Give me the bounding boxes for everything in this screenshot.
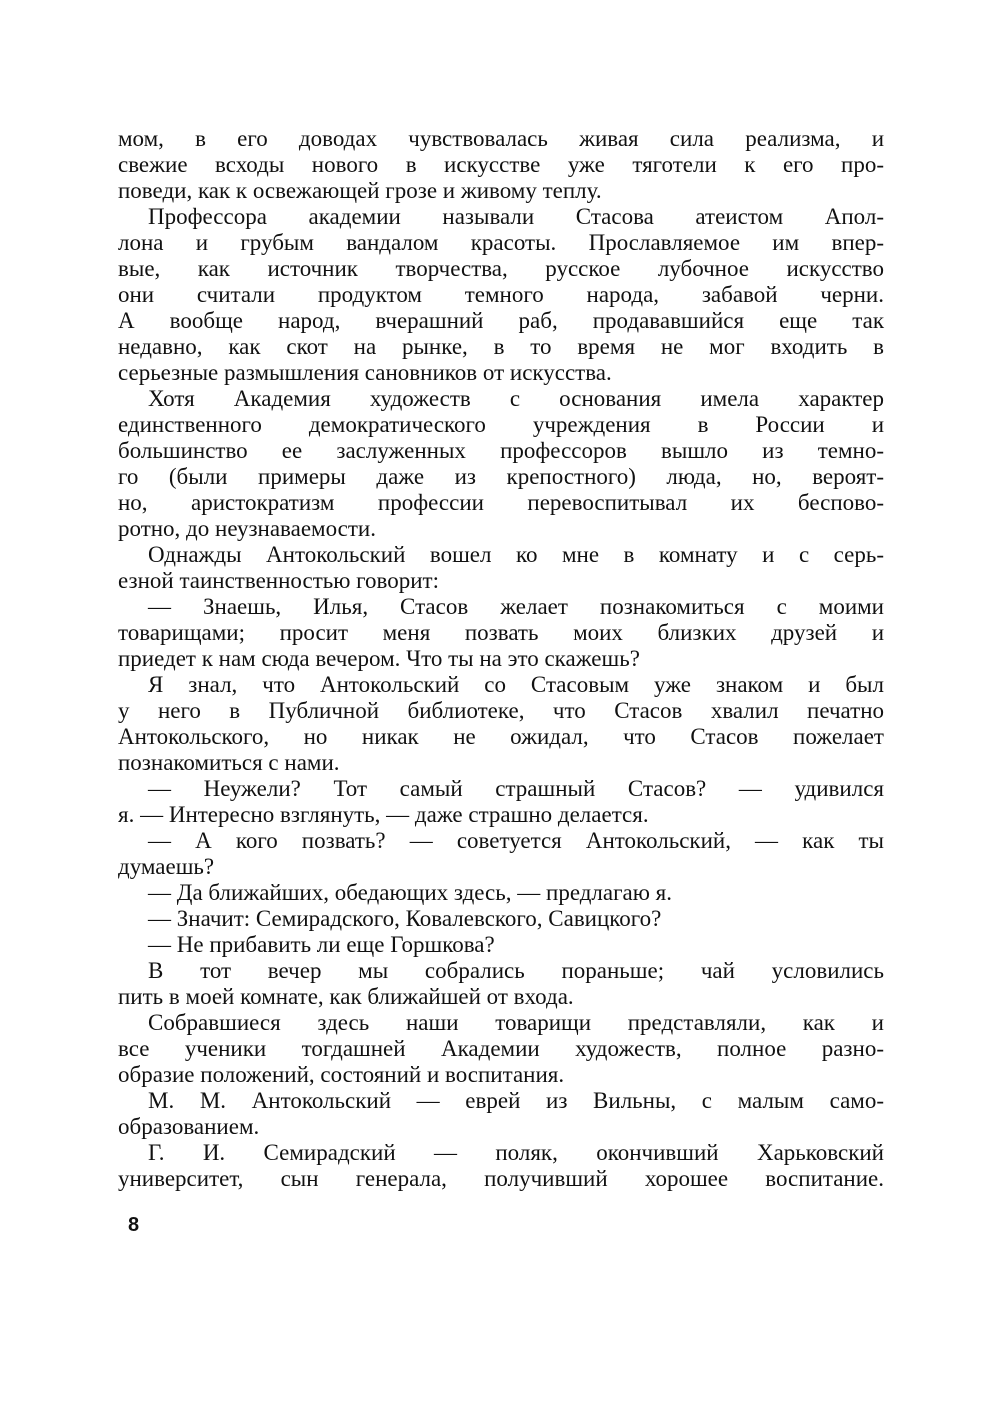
text-line: образие положений, состояний и воспитания.	[118, 1062, 565, 1087]
text-line: лона и грубым вандалом красоты. Прославляемое им впер-	[118, 230, 884, 255]
text-line: Собравшиеся здесь наши товарищи представляли, как и	[148, 1010, 884, 1035]
text-line: но, аристократизм профессии перевоспитывал их беспово-	[118, 490, 884, 515]
text-line: думаешь?	[118, 854, 215, 879]
text-line: Антокольского, но никак не ожидал, что Стасов пожелает	[118, 724, 884, 749]
text-line: все ученики тогдашней Академии художеств, полное разно-	[118, 1036, 884, 1061]
text-line: Хотя Академия художеств с основания имела характер	[148, 386, 884, 411]
text-line: я. — Интересно взглянуть, — даже страшно делается.	[118, 802, 649, 827]
text-line: у него в Публичной библиотеке, что Стасов хвалил печатно	[118, 698, 884, 723]
text-line: вые, как источник творчества, русское лубочное искусство	[118, 256, 884, 281]
text-line: — Знаешь, Илья, Стасов желает познакомиться с моими	[148, 594, 884, 619]
page-number: 8	[128, 1214, 140, 1236]
text-line: Профессора академии называли Стасова атеистом Апол-	[148, 204, 884, 229]
text-line: мом, в его доводах чувствовалась живая сила реализма, и	[118, 126, 884, 151]
text-line: ротно, до неузнаваемости.	[118, 516, 376, 541]
text-line: образованием.	[118, 1114, 260, 1139]
text-line: серьезные размышления сановников от искусства.	[118, 360, 612, 385]
text-line: езной таинственностью говорит:	[118, 568, 439, 593]
text-line: — Да ближайших, обедающих здесь, — предлагаю я.	[148, 880, 673, 905]
text-line: го (были примеры даже из крепостного) люда, но, вероят-	[118, 464, 884, 489]
text-line: — Значит: Семирадского, Ковалевского, Савицкого?	[148, 906, 662, 931]
text-line: товарищами; просит меня позвать моих близких друзей и	[118, 620, 884, 645]
text-line: Г. И. Семирадский — поляк, окончивший Харьковский	[148, 1140, 884, 1165]
text-line: В тот вечер мы собрались пораньше; чай условились	[148, 958, 884, 983]
text-line: Однажды Антокольский вошел ко мне в комнату и с серь-	[148, 542, 884, 567]
text-line: поведи, как к освежающей грозе и живому теплу.	[118, 178, 602, 203]
text-line: — А кого позвать? — советуется Антокольский, — как ты	[148, 828, 884, 853]
text-line: недавно, как скот на рынке, в то время не мог входить в	[118, 334, 884, 359]
text-line: Я знал, что Антокольский со Стасовым уже знаком и был	[148, 672, 884, 697]
text-line: — Не прибавить ли еще Горшкова?	[148, 932, 495, 957]
text-line: большинство ее заслуженных профессоров вышло из темно-	[118, 438, 884, 463]
text-line: приедет к нам сюда вечером. Что ты на это скажешь?	[118, 646, 640, 671]
text-line: — Неужели? Тот самый страшный Стасов? — удивился	[148, 776, 884, 801]
text-line: они считали продуктом темного народа, забавой черни.	[118, 282, 884, 307]
text-line: А вообще народ, вчерашний раб, продававшийся еще так	[118, 308, 884, 333]
text-line: единственного демократического учреждения в России и	[118, 412, 884, 437]
text-line: университет, сын генерала, получивший хорошее воспитание.	[118, 1166, 884, 1191]
body-text	[118, 126, 884, 1192]
text-line: М. М. Антокольский — еврей из Вильны, с малым само-	[148, 1088, 884, 1113]
text-line: познакомиться с нами.	[118, 750, 340, 775]
text-line: пить в моей комнате, как ближайшей от входа.	[118, 984, 574, 1009]
text-line: свежие всходы нового в искусстве уже тяготели к его про-	[118, 152, 884, 177]
